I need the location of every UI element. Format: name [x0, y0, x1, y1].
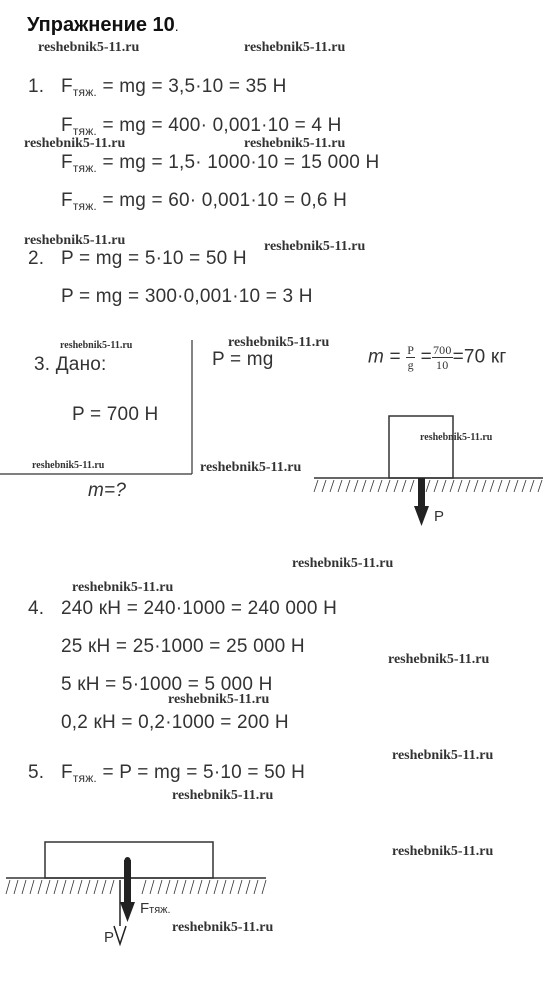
ex5-label-p: P: [104, 929, 115, 946]
watermark: reshebnik5-11.ru: [60, 340, 133, 351]
surface-hatching: [314, 480, 542, 492]
ex5-label-f: Fтяж.: [140, 900, 171, 917]
surface-hatching-2: [6, 880, 266, 894]
watermark: reshebnik5-11.ru: [24, 136, 126, 151]
watermark: reshebnik5-11.ru: [244, 136, 346, 151]
fraction-p-over-g: $\frac{P}{g}$: [407, 343, 415, 372]
ex3-given: P = 700 Н: [72, 404, 159, 425]
ex3-force-label: P: [434, 508, 445, 525]
watermark: reshebnik5-11.ru: [32, 460, 105, 471]
page-title: Упражнение 10.: [27, 14, 179, 36]
watermark: reshebnik5-11.ru: [392, 748, 494, 763]
center-of-mass-dot: [125, 857, 131, 863]
watermark: reshebnik5-11.ru: [420, 432, 493, 443]
ex4-line-3: 5 кН = 5·1000 = 5 000 Н: [61, 674, 273, 695]
ex3-given-label: 3. Дано:: [34, 354, 107, 375]
watermark: reshebnik5-11.ru: [264, 239, 366, 254]
watermark: reshebnik5-11.ru: [38, 40, 140, 55]
watermark: reshebnik5-11.ru: [292, 556, 394, 571]
watermark: reshebnik5-11.ru: [24, 233, 126, 248]
ex1-line-2: $F_{тяж.}$ = mg = 400· 0,001·10 = 4 Н: [61, 115, 342, 138]
force-weight-arrow-head: [114, 926, 126, 944]
watermark: reshebnik5-11.ru: [388, 652, 490, 667]
watermark: reshebnik5-11.ru: [168, 692, 270, 707]
force-p-arrow-head: [414, 506, 429, 526]
ex4-line-4: 0,2 кН = 0,2·1000 = 200 Н: [61, 712, 289, 733]
force-gravity-arrow-head: [120, 902, 135, 922]
watermark: reshebnik5-11.ru: [228, 335, 330, 350]
ex1-line-4: $F_{тяж.}$ = mg = 60· 0,001·10 = 0,6 Н: [61, 190, 348, 213]
block-rect: [389, 416, 453, 478]
ex4-line-2: 25 кН = 25·1000 = 25 000 Н: [61, 636, 305, 657]
force-p-arrow-shaft: [418, 478, 425, 508]
watermark: reshebnik5-11.ru: [392, 844, 494, 859]
force-gravity-arrow-shaft: [124, 860, 131, 904]
ex2-line-2: P = mg = 300·0,001·10 = 3 Н: [61, 286, 313, 307]
ex5-line: 5. $F_{тяж.} = P$ = mg = 5·10 = 50 Н: [28, 762, 306, 785]
ex2-line-1: 2. P = mg = 5·10 = 50 Н: [28, 248, 247, 269]
ex1-line-3: $F_{тяж.}$ = mg = 1,5· 1000·10 = 15 000 Н: [61, 152, 380, 175]
ex3-formula: P = mg: [212, 349, 274, 370]
watermark: reshebnik5-11.ru: [172, 920, 274, 935]
watermark: reshebnik5-11.ru: [72, 580, 174, 595]
watermark: reshebnik5-11.ru: [200, 460, 302, 475]
ex1-line-1: 1. $F_{тяж.}$ = mg = 3,5·10 = 35 Н: [28, 76, 287, 99]
watermark: reshebnik5-11.ru: [244, 40, 346, 55]
ex3-solution: m = $\frac{P}{g}$ = $\frac{700}{10}$ =70 кг: [368, 343, 507, 372]
watermark: reshebnik5-11.ru: [172, 788, 274, 803]
fraction-700-over-10: $\frac{700}{10}$: [432, 343, 452, 372]
ex3-find: m=?: [88, 480, 127, 501]
ex4-line-1: 4. 240 кН = 240·1000 = 240 000 Н: [28, 598, 338, 619]
